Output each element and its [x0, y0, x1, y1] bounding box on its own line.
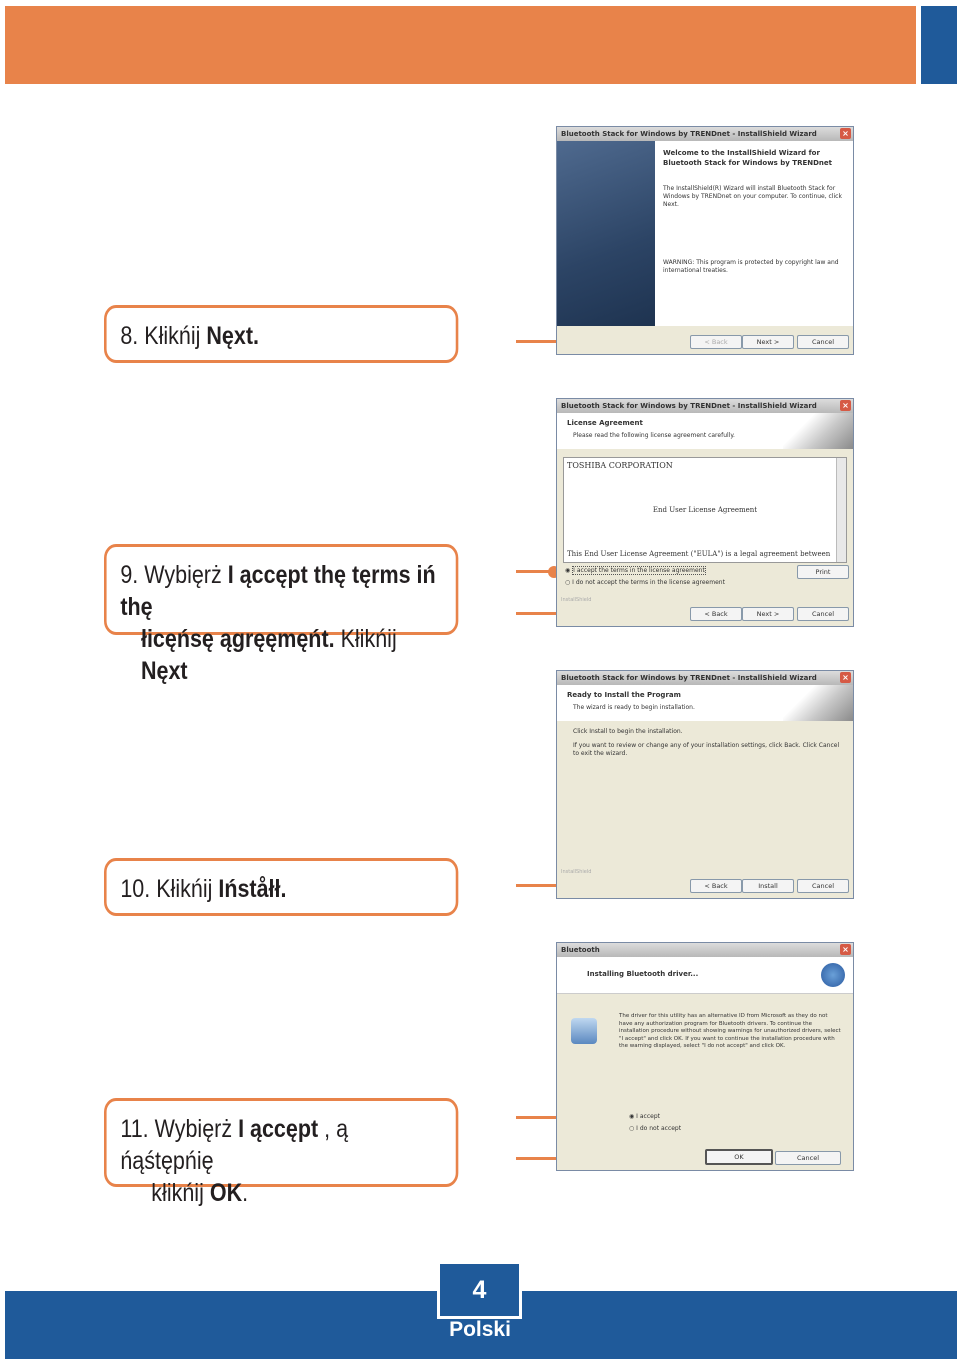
- step-text: , ą ńąśtępńię: [120, 1115, 349, 1175]
- window-ready: [556, 670, 854, 899]
- accept-radio-row[interactable]: [565, 567, 706, 574]
- next-button[interactable]: Next >: [742, 607, 794, 621]
- installshield-label: InstallShield: [561, 597, 592, 603]
- window-titlebar: [557, 671, 853, 685]
- welcome-warning: WARNING: This program is protected by copyright law and international treaties.: [663, 259, 839, 274]
- license-eula-line: This End User License Agreement ("EULA") is a legal agreement between: [567, 550, 831, 558]
- step-number: 9.: [120, 561, 139, 589]
- decline-label: I do not accept the terms in the license agreement: [572, 579, 725, 586]
- step-bold-text: Nęxt: [140, 657, 188, 685]
- step-number: 10.: [120, 875, 151, 903]
- window-title: Bluetooth: [561, 946, 600, 954]
- radio-empty-icon[interactable]: ○: [565, 579, 571, 586]
- driver-heading: Installing Bluetooth driver...: [587, 970, 699, 978]
- accept-label: I accept the terms in the license agreement: [573, 567, 705, 574]
- step-text: .: [242, 1179, 249, 1207]
- window-bluetooth-driver: [556, 942, 854, 1171]
- radio-empty-icon[interactable]: ○: [629, 1125, 635, 1132]
- header-bar: [5, 6, 916, 84]
- accept-radio-row[interactable]: [629, 1113, 660, 1120]
- step-text: Kłikńij: [156, 875, 213, 903]
- window-titlebar: [557, 399, 853, 413]
- scrollbar[interactable]: [836, 458, 846, 562]
- back-button[interactable]: < Back: [690, 879, 742, 893]
- driver-body: The driver for this utility has an alternative ID from Microsoft as they do not have any authorization program for Bluetooth drivers. To continue the installation procedure without showing warnings for unauthorized drivers, select "I accept" and click OK. If you want to continue the installation procedure with the warning displayed, select "I do not accept" and click OK.: [619, 1013, 841, 1049]
- step-11-box: [104, 1098, 458, 1207]
- decline-radio-row[interactable]: [629, 1125, 681, 1132]
- close-icon[interactable]: ×: [840, 672, 851, 683]
- wizard-sidebar-image: [557, 141, 655, 326]
- next-button[interactable]: Next >: [742, 335, 794, 349]
- ok-button[interactable]: OK: [705, 1149, 773, 1165]
- step-8-box: [104, 305, 458, 363]
- step-10-box: [104, 858, 458, 916]
- step-bold-text: łicęńsę ągręęmęńt.: [140, 625, 335, 653]
- cancel-button[interactable]: Cancel: [797, 607, 849, 621]
- driver-cd-icon: [571, 1018, 597, 1044]
- welcome-heading-1: Welcome to the InstallShield Wizard for: [663, 149, 820, 157]
- close-icon[interactable]: ×: [840, 944, 851, 955]
- window-title: Bluetooth Stack for Windows by TRENDnet - InstallShield Wizard: [561, 674, 817, 682]
- window-titlebar: [557, 943, 853, 957]
- back-button[interactable]: < Back: [690, 607, 742, 621]
- license-company: TOSHIBA CORPORATION: [567, 461, 673, 470]
- installshield-label: InstallShield: [561, 869, 592, 875]
- window-title: Bluetooth Stack for Windows by TRENDnet - InstallShield Wizard: [561, 402, 817, 410]
- step-number: 8.: [120, 322, 139, 350]
- welcome-panel: [655, 141, 853, 326]
- step-text: Wybięrż: [154, 1115, 233, 1143]
- ready-subheading: The wizard is ready to begin installation.: [573, 704, 695, 711]
- step-text: Wybięrż: [144, 561, 222, 589]
- close-icon[interactable]: ×: [840, 400, 851, 411]
- step-9-box: [104, 544, 458, 685]
- decline-radio-row[interactable]: [565, 579, 725, 586]
- ready-heading: Ready to Install the Program: [567, 691, 681, 699]
- cancel-button[interactable]: Cancel: [775, 1151, 841, 1165]
- license-subheading: Please read the following license agreement carefully.: [573, 432, 735, 439]
- welcome-body: The InstallShield(R) Wizard will install Bluetooth Stack for Windows by TRENDnet on your computer. To continue, click Next.: [663, 185, 842, 208]
- step-bold-text: I ąccępt: [238, 1115, 319, 1143]
- close-icon[interactable]: ×: [840, 128, 851, 139]
- ready-header: [557, 685, 853, 721]
- install-button[interactable]: Install: [742, 879, 794, 893]
- ready-line-1: Click Install to begin the installation.: [573, 728, 683, 735]
- header-accent: [921, 6, 957, 84]
- window-license: [556, 398, 854, 627]
- license-eula-title: End User License Agreement: [652, 506, 758, 514]
- back-button[interactable]: < Back: [690, 335, 742, 349]
- step-bold-text: I ąccępt thę tęrms iń thę: [120, 561, 436, 621]
- window-welcome: [556, 126, 854, 355]
- decline-label: I do not accept: [636, 1125, 682, 1132]
- step-text: kłikńij: [151, 1179, 204, 1207]
- window-title: Bluetooth Stack for Windows by TRENDnet - InstallShield Wizard: [561, 130, 817, 138]
- license-header: [557, 413, 853, 449]
- language-label: Polski: [449, 1318, 511, 1341]
- step-number: 11.: [120, 1115, 149, 1143]
- step-bold-text: OK: [209, 1179, 243, 1207]
- page-number: 4: [437, 1261, 522, 1319]
- radio-selected-icon[interactable]: ◉: [565, 567, 571, 574]
- radio-selected-icon[interactable]: ◉: [629, 1113, 635, 1120]
- page-curl-graphic: [783, 413, 853, 449]
- bluetooth-icon: [821, 963, 845, 987]
- driver-header: [557, 957, 853, 994]
- step-text: Kłikńij: [340, 625, 397, 653]
- print-button[interactable]: Print: [797, 565, 849, 579]
- page-curl-graphic: [783, 685, 853, 721]
- step-text: Kłikńij: [144, 322, 201, 350]
- cancel-button[interactable]: Cancel: [797, 879, 849, 893]
- ready-line-2: If you want to review or change any of your installation settings, click Back. Click Cancel to exit the wizard.: [573, 742, 840, 757]
- welcome-heading-2: Bluetooth Stack for Windows by TRENDnet: [663, 159, 832, 167]
- step-bold-text: Ińståłł.: [218, 875, 287, 903]
- license-heading: License Agreement: [567, 419, 643, 427]
- cancel-button[interactable]: Cancel: [797, 335, 849, 349]
- accept-label: I accept: [636, 1113, 660, 1120]
- license-text-box[interactable]: [563, 457, 847, 563]
- window-titlebar: [557, 127, 853, 141]
- step-bold-text: Nęxt.: [206, 322, 259, 350]
